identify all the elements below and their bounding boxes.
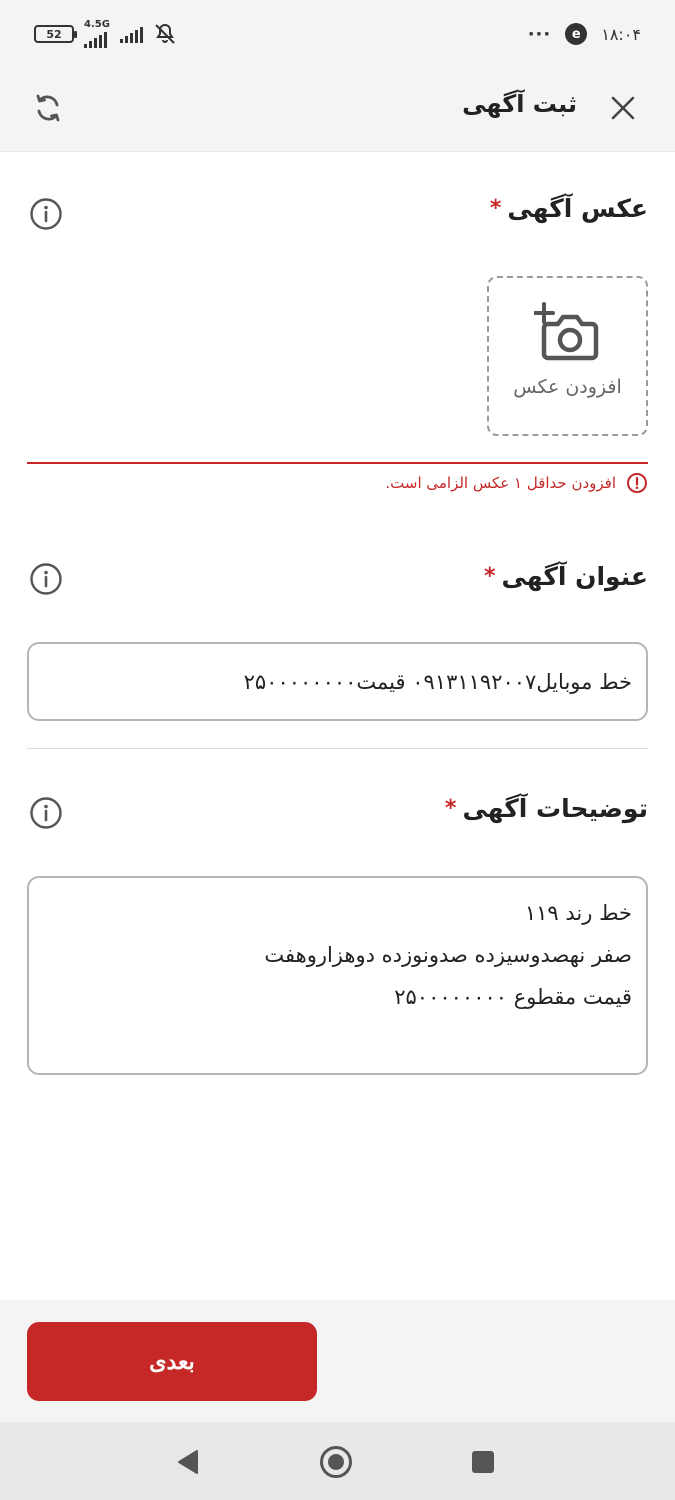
refresh-icon: [32, 92, 64, 124]
app-bar: [0, 68, 675, 152]
section-divider: [27, 748, 648, 749]
recents-button[interactable]: [463, 1442, 503, 1482]
required-mark: *: [484, 564, 496, 589]
title-input-value: خط موبایل۰۹۱۳۱۱۹۲۰۰۷ قیمت۲۵۰۰۰۰۰۰۰۰: [243, 669, 632, 694]
back-button[interactable]: [168, 1442, 208, 1482]
network-type-label: 4.5G: [84, 19, 110, 30]
home-circle-icon: [319, 1445, 353, 1479]
network-signal-icon: [84, 20, 110, 48]
back-triangle-icon: [175, 1448, 201, 1476]
info-icon[interactable]: [29, 796, 63, 830]
add-camera-icon: [534, 300, 602, 362]
error-divider: [27, 462, 648, 464]
add-photo-label: افزودن عکس: [513, 376, 622, 398]
photo-error: [385, 472, 648, 494]
next-button[interactable]: بعدی: [27, 1322, 317, 1401]
status-left: [34, 20, 177, 48]
close-button[interactable]: [603, 88, 643, 128]
more-notifications-icon: ···: [527, 23, 552, 45]
bell-muted-icon: [153, 22, 177, 46]
bottom-action-bar: [0, 1300, 675, 1422]
photo-section-title: [490, 194, 648, 223]
status-bar: [0, 0, 675, 68]
home-button[interactable]: [316, 1442, 356, 1482]
description-section-label: توضیحات آگهی: [462, 794, 648, 823]
photo-section-label: عکس آگهی: [507, 194, 648, 223]
required-mark: *: [444, 796, 457, 821]
error-icon: [626, 472, 648, 494]
status-right: [528, 23, 641, 45]
info-icon[interactable]: [29, 562, 63, 596]
description-section-title: [445, 794, 648, 823]
navigation-bar: [0, 1422, 675, 1500]
title-section-label: عنوان آگهی: [501, 562, 648, 591]
description-textarea[interactable]: خط رند ۱۱۹ صفر نهصدوسیزده صدونوزده دوهزاروهفت قیمت مقطوع ۲۵۰۰۰۰۰۰۰۰: [27, 876, 648, 1075]
required-mark: *: [489, 196, 502, 221]
clock: ۱۸:۰۴: [601, 24, 641, 44]
title-input[interactable]: [27, 642, 648, 721]
signal-strength-icon: [120, 25, 143, 43]
page-title: ثبت آگهی: [462, 90, 577, 118]
refresh-button[interactable]: [26, 86, 70, 130]
battery-icon: [34, 25, 74, 43]
add-photo-button[interactable]: [487, 276, 648, 436]
recents-square-icon: [471, 1450, 495, 1474]
title-section-title: [484, 562, 648, 591]
app-notification-icon: e: [565, 23, 587, 45]
close-icon: [610, 95, 636, 121]
battery-level: 52: [46, 27, 62, 41]
info-icon[interactable]: [29, 197, 63, 231]
photo-error-message: افزودن حداقل ۱ عکس الزامی است.: [385, 474, 616, 492]
